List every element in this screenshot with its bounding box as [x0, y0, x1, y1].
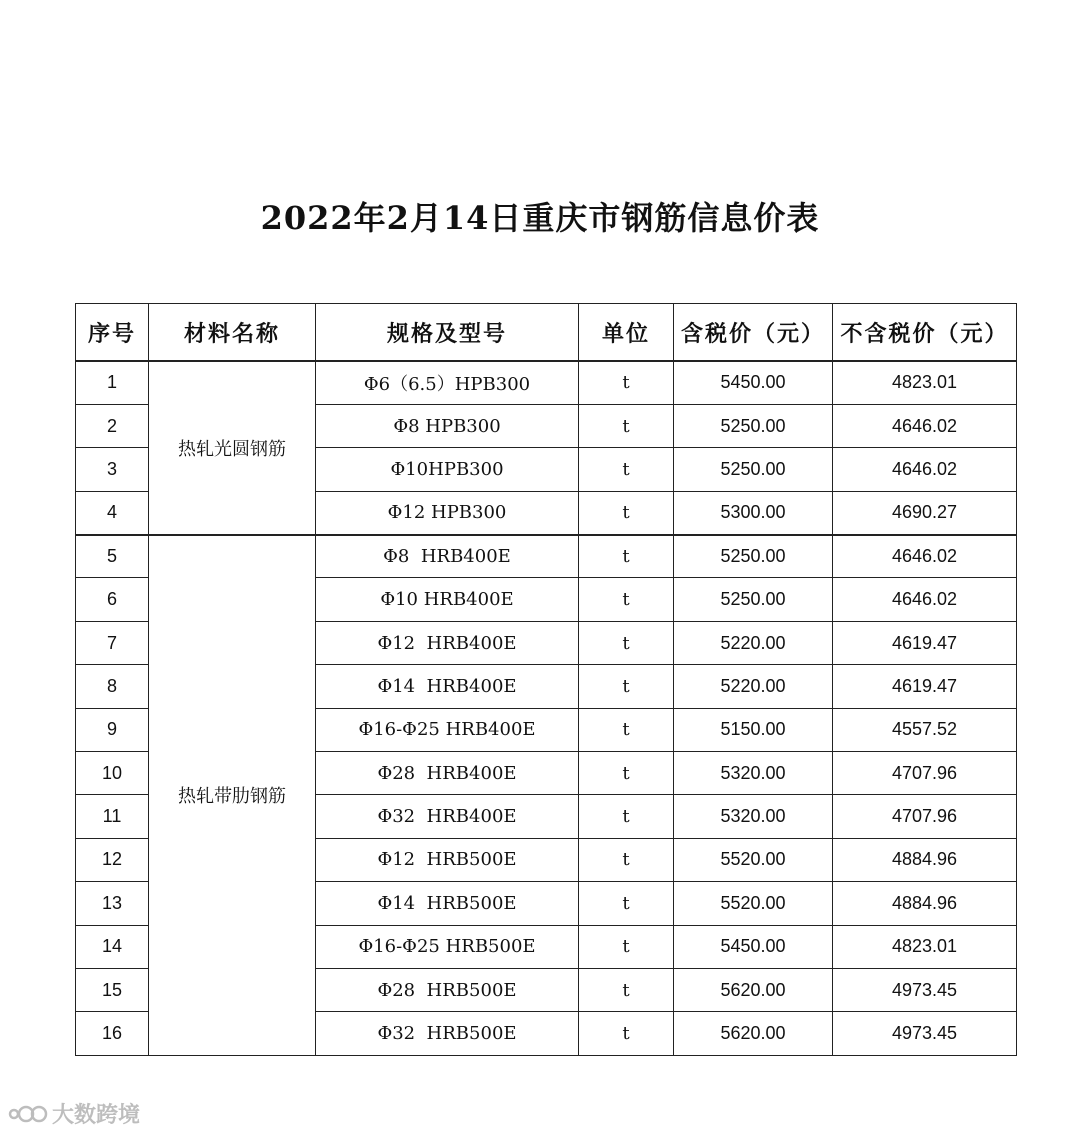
header-spec: 规格及型号 [316, 304, 579, 362]
cell-material: 热轧带肋钢筋 [149, 535, 316, 1056]
cell-spec: Φ14 HRB500E [316, 882, 579, 925]
cell-spec: Φ28 HRB500E [316, 968, 579, 1011]
header-price-notax: 不含税价（元） [833, 304, 1017, 362]
cell-price-notax: 4823.01 [833, 925, 1017, 968]
header-price-tax: 含税价（元） [674, 304, 833, 362]
cell-price-notax: 4973.45 [833, 968, 1017, 1011]
cell-spec: Φ8 HPB300 [316, 404, 579, 447]
cell-unit: t [579, 968, 674, 1011]
cell-unit: t [579, 535, 674, 578]
cell-spec: Φ16-Φ25 HRB500E [316, 925, 579, 968]
cell-price-notax: 4619.47 [833, 665, 1017, 708]
cell-price-notax: 4823.01 [833, 361, 1017, 404]
cell-no: 5 [76, 535, 149, 578]
cell-unit: t [579, 795, 674, 838]
cell-price-notax: 4690.27 [833, 491, 1017, 534]
cell-no: 12 [76, 838, 149, 881]
cell-price-tax: 5250.00 [674, 448, 833, 491]
cell-spec: Φ14 HRB400E [316, 665, 579, 708]
cell-price-tax: 5250.00 [674, 404, 833, 447]
cell-spec: Φ28 HRB400E [316, 752, 579, 795]
header-unit: 单位 [579, 304, 674, 362]
table-row [76, 535, 1017, 578]
cell-no: 3 [76, 448, 149, 491]
cell-unit: t [579, 448, 674, 491]
cell-price-tax: 5450.00 [674, 361, 833, 404]
cell-price-tax: 5620.00 [674, 1012, 833, 1055]
cell-unit: t [579, 925, 674, 968]
cell-price-notax: 4707.96 [833, 752, 1017, 795]
cell-no: 10 [76, 752, 149, 795]
header-material: 材料名称 [149, 304, 316, 362]
cell-no: 8 [76, 665, 149, 708]
cell-unit: t [579, 665, 674, 708]
cell-spec: Φ12 HPB300 [316, 491, 579, 534]
cell-unit: t [579, 578, 674, 621]
page-title: 2022年2月14日重庆市钢筋信息价表 [260, 199, 820, 237]
cell-price-tax: 5250.00 [674, 535, 833, 578]
cell-price-notax: 4884.96 [833, 882, 1017, 925]
cell-price-notax: 4707.96 [833, 795, 1017, 838]
cell-price-tax: 5320.00 [674, 752, 833, 795]
cell-spec: Φ32 HRB500E [316, 1012, 579, 1055]
cell-spec: Φ8 HRB400E [316, 535, 579, 578]
cell-price-tax: 5300.00 [674, 491, 833, 534]
cell-price-notax: 4646.02 [833, 535, 1017, 578]
cell-no: 11 [76, 795, 149, 838]
cell-spec: Φ12 HRB500E [316, 838, 579, 881]
cell-spec: Φ16-Φ25 HRB400E [316, 708, 579, 751]
table-header-row [76, 304, 1017, 362]
cell-unit: t [579, 752, 674, 795]
cell-unit: t [579, 621, 674, 664]
cell-no: 14 [76, 925, 149, 968]
cell-no: 1 [76, 361, 149, 404]
watermark [8, 1098, 140, 1129]
cell-price-tax: 5620.00 [674, 968, 833, 1011]
cell-unit: t [579, 838, 674, 881]
cell-price-notax: 4884.96 [833, 838, 1017, 881]
cell-material: 热轧光圆钢筋 [149, 361, 316, 535]
cell-spec: Φ6（6.5）HPB300 [316, 361, 579, 404]
cell-price-notax: 4619.47 [833, 621, 1017, 664]
table-row [76, 361, 1017, 404]
cell-no: 9 [76, 708, 149, 751]
cell-price-notax: 4973.45 [833, 1012, 1017, 1055]
cell-price-notax: 4557.52 [833, 708, 1017, 751]
cell-price-tax: 5220.00 [674, 621, 833, 664]
price-table [75, 303, 1017, 1056]
cell-spec: Φ12 HRB400E [316, 621, 579, 664]
table-body [76, 361, 1017, 1055]
cell-no: 2 [76, 404, 149, 447]
cell-spec: Φ10 HRB400E [316, 578, 579, 621]
cell-unit: t [579, 491, 674, 534]
cell-price-tax: 5520.00 [674, 838, 833, 881]
cell-price-tax: 5150.00 [674, 708, 833, 751]
cell-no: 13 [76, 882, 149, 925]
cell-price-notax: 4646.02 [833, 578, 1017, 621]
watermark-text: 大数跨境 [52, 1103, 141, 1128]
cell-unit: t [579, 882, 674, 925]
cell-spec: Φ10HPB300 [316, 448, 579, 491]
cell-unit: t [579, 404, 674, 447]
cell-no: 7 [76, 621, 149, 664]
cell-price-notax: 4646.02 [833, 404, 1017, 447]
header-no: 序号 [76, 304, 149, 362]
cell-unit: t [579, 361, 674, 404]
cell-price-tax: 5220.00 [674, 665, 833, 708]
cell-price-tax: 5320.00 [674, 795, 833, 838]
cell-unit: t [579, 1012, 674, 1055]
cell-no: 6 [76, 578, 149, 621]
infinity-logo-icon [8, 1101, 48, 1127]
cell-no: 4 [76, 491, 149, 534]
cell-unit: t [579, 708, 674, 751]
cell-price-tax: 5250.00 [674, 578, 833, 621]
cell-price-tax: 5520.00 [674, 882, 833, 925]
cell-spec: Φ32 HRB400E [316, 795, 579, 838]
cell-price-notax: 4646.02 [833, 448, 1017, 491]
cell-no: 15 [76, 968, 149, 1011]
cell-price-tax: 5450.00 [674, 925, 833, 968]
cell-no: 16 [76, 1012, 149, 1055]
